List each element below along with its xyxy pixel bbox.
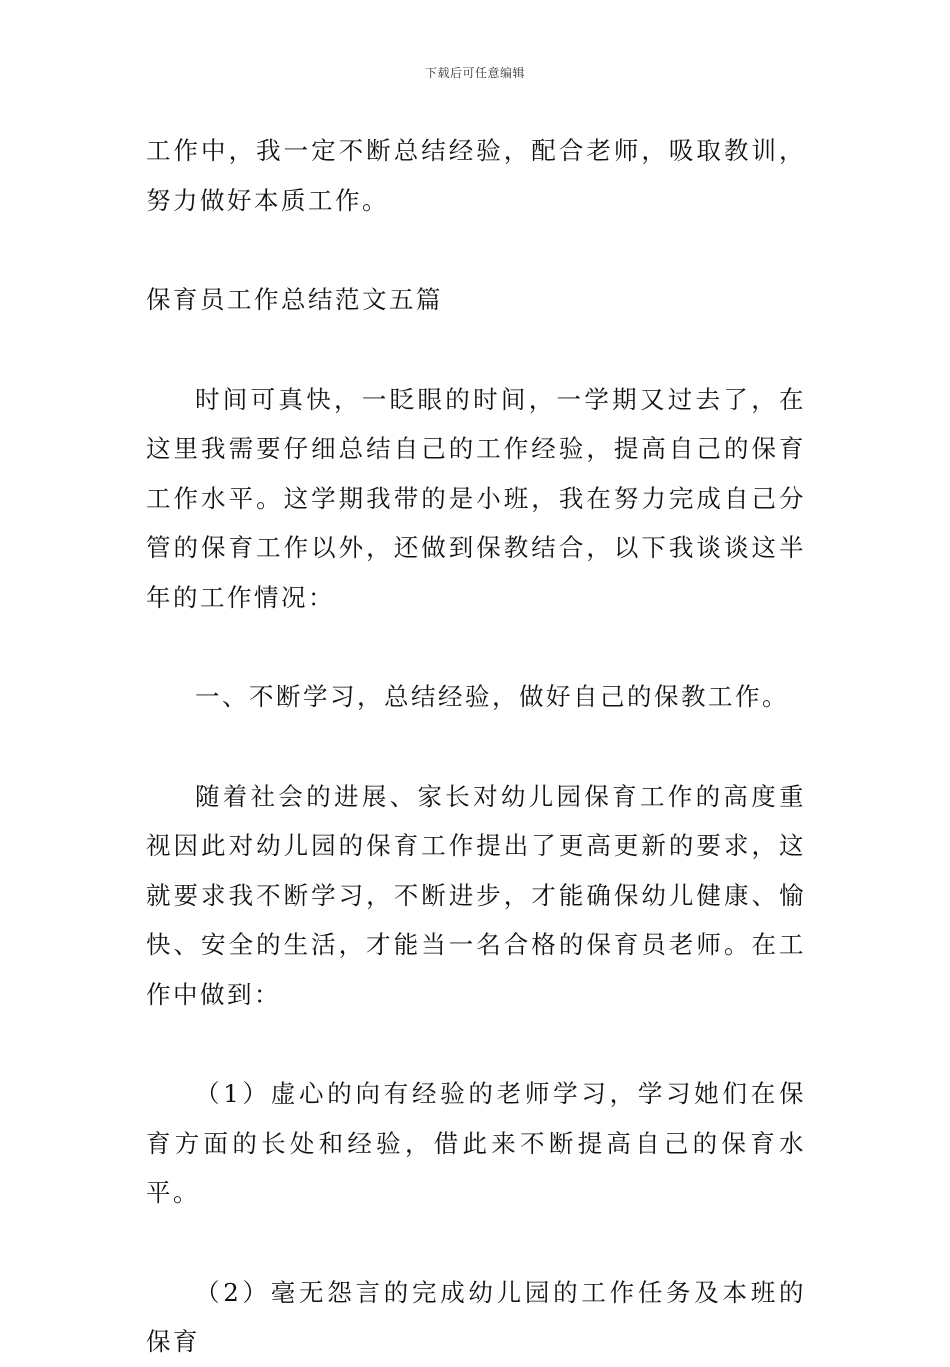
list-item-1: （1）虚心的向有经验的老师学习，学习她们在保育方面的长处和经验，借此来不断提高自己的保育水平。	[146, 1079, 806, 1207]
page-header: 下载后可任意编辑	[424, 66, 525, 80]
paragraph-continuation: 工作中，我一定不断总结经验，配合老师，吸取教训，努力做好本质工作。	[146, 136, 806, 215]
document-body	[146, 126, 806, 1367]
section-title: 保育员工作总结范文五篇	[146, 285, 443, 314]
list-item-2: （2）毫无怨言的完成幼儿园的工作任务及本班的保育	[146, 1277, 806, 1356]
subsection-heading: 一、不断学习，总结经验，做好自己的保教工作。	[195, 682, 789, 711]
paragraph-body: 随着社会的进展、家长对幼儿园保育工作的高度重视因此对幼儿园的保育工作提出了更高更新的要求，这就要求我不断学习，不断进步，才能确保幼儿健康、愉快、安全的生活，才能当一名合格的保育员老师。在工作中做到：	[146, 781, 806, 1009]
paragraph-intro: 时间可真快，一眨眼的时间，一学期又过去了，在这里我需要仔细总结自己的工作经验，提高自己的保育工作水平。这学期我带的是小班，我在努力完成自己分管的保育工作以外，还做到保教结合，以下我谈谈这半年的工作情况：	[146, 384, 806, 612]
